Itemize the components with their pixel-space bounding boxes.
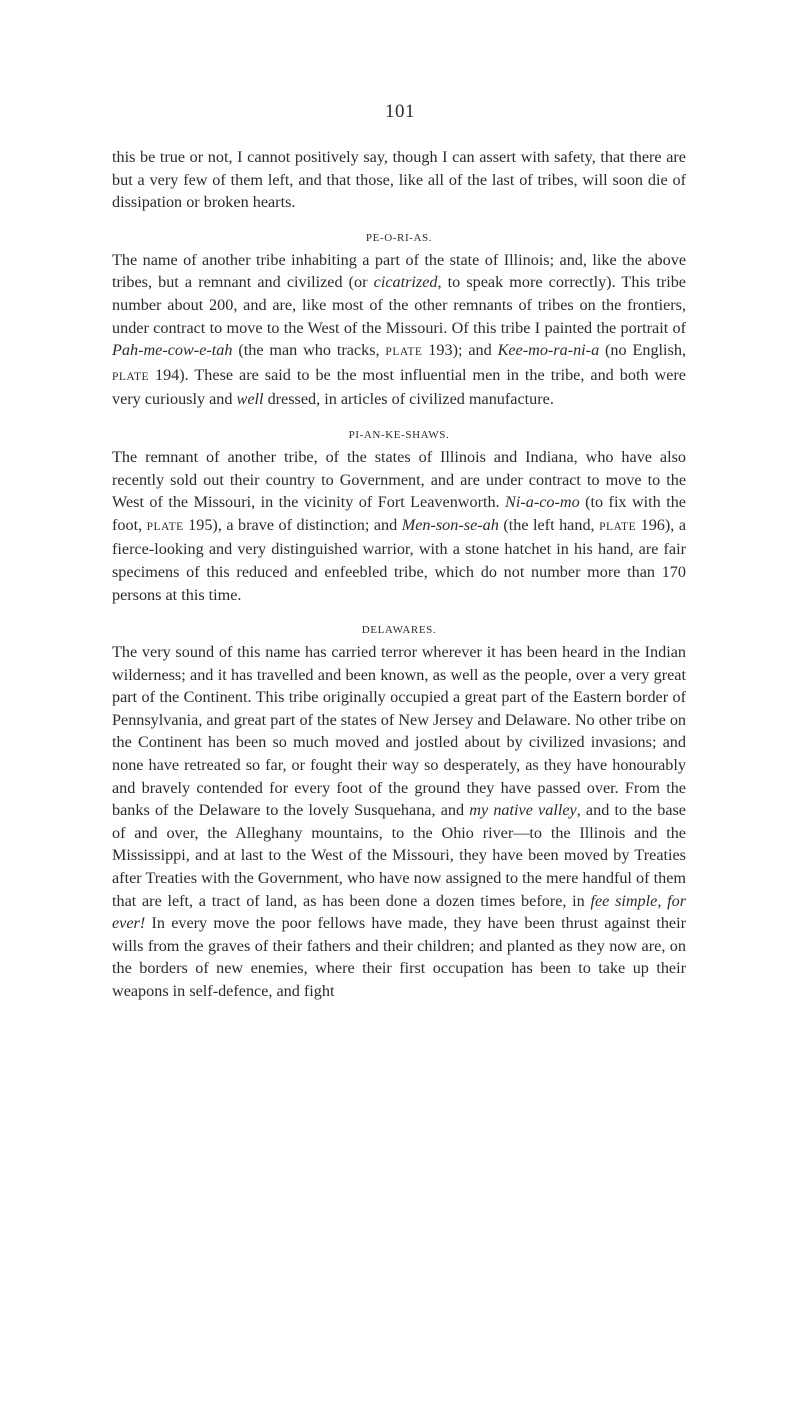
delawares-paragraph: The very sound of this name has carried terror wherever it has been heard in the Indian wilderness; and it has travelled and been known, as well as the people, over a very great part of the Continent. This tribe originally occupied a great part of the Eastern border of Pennsylvania, and great part of the states of New Jersey and Delaware. No other tribe on the Continent has been so much moved and jostled about by civilized invasions; and none have retreated so far, or fought their way so desperately, as they have honourably and bravely contended for every foot of the ground they have passed over. From the banks of the Delaware to the lovely Susquehana, and my native valley, and to the base of and over, the Alleghany mountains, to the Ohio river—to the Illinois and the Mississippi, and at last to the West of the Missouri, they have been moved by Treaties after Treaties with the Government, who have now assigned to the mere handful of them that are left, a tract of land, as has been done a dozen times before, in fee simple, for ever! In every move the poor fellows have made, they have been thrust against their wills from the graves of their fathers and their children; and planted as they now are, on the borders of new enemies, where their first occupation has been to take up their weapons in self-defence, and fight xyxy=(112,643,687,1000)
page-body xyxy=(112,146,686,1003)
peorias-paragraph: The name of another tribe inhabiting a part of the state of Illinois; and, like the above tribes, but a remnant and civilized (or cicatrized, to speak more correctly). This tribe number about 200, and are, like most of the other remnants of tribes on the frontiers, under contract to move to the West of the Missouri. Of this tribe I painted the portrait of Pah-me-cow-e-tah (the man who tracks, PLATE 193); and Kee-mo-ra-ni-a (no English, PLATE 194). These are said to be the most influential men in the tribe, and both were very curiously and well dressed, in articles of civilized manufacture. xyxy=(112,250,686,409)
section-heading-delawares: DELAWARES. xyxy=(361,624,437,637)
page-number: 101 xyxy=(385,101,415,122)
section-heading-piankeshaws: PI-AN-KE-SHAWS. xyxy=(348,428,450,441)
intro-paragraph: this be true or not, I cannot positively say, though I can assert with safety, that there are but a very few of them left, and that those, like all of the last of tribes, will soon die of dissipation or broken hearts. xyxy=(112,148,686,212)
piankeshaws-paragraph: The remnant of another tribe, of the states of Illinois and Indiana, who have also recently sold out their country to Government, and are under contract to move to the West of the Missouri, in the vicinity of Fort Leavenworth. Ni-a-co-mo (to fix with the foot, PLATE 195), a brave of distinction; and Men-son-se-ah (the left hand, PLATE 196), a fierce-looking and very distinguished warrior, with a stone hatchet in his hand, are fair specimens of this reduced and enfeebled tribe, which do not number more than 170 persons at this time. xyxy=(112,447,687,604)
section-heading-peorias: PE-O-RI-AS. xyxy=(365,231,433,244)
